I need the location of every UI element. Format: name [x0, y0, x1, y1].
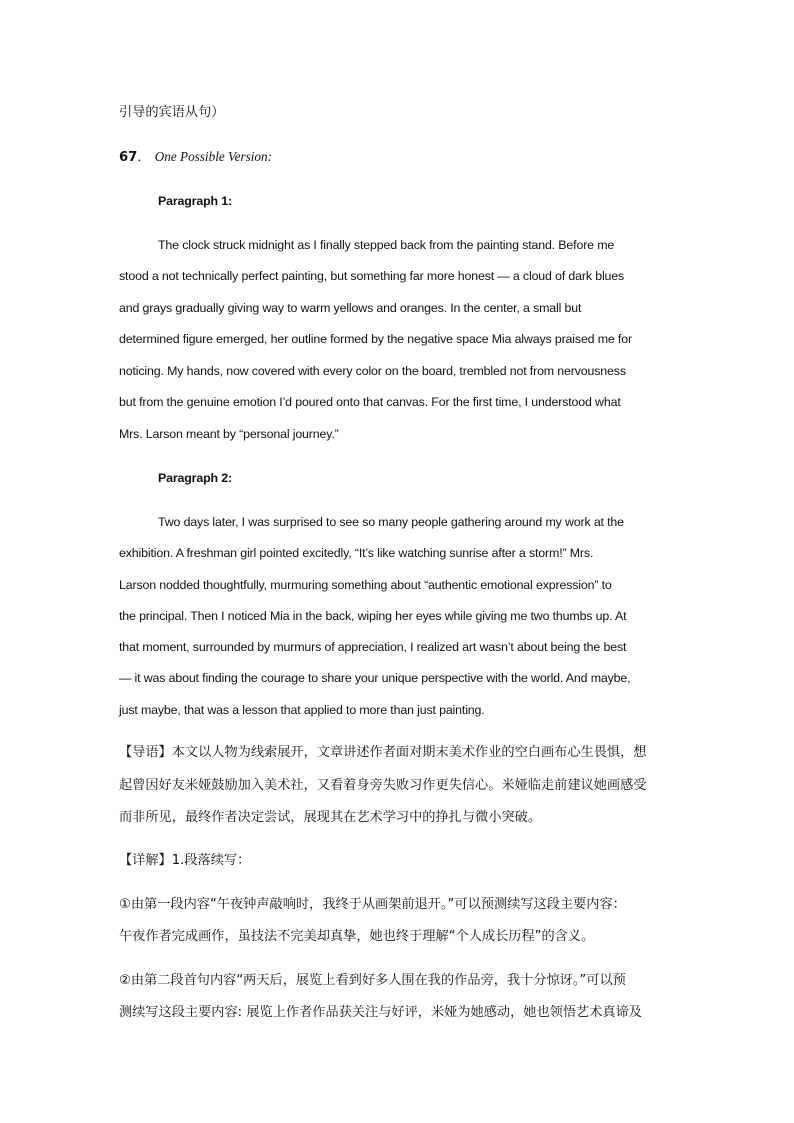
- continuation-line: 引导的宾语从句）: [119, 105, 225, 120]
- paragraph1-line: determined figure emerged, her outline formed by the negative space Mia always praised me for: [119, 332, 632, 346]
- detail-point2-line: ②由第二段首句内容“两天后，展览上看到好多人围在我的作品旁，我十分惊讶。”可以预: [119, 973, 626, 988]
- question-separator: ．: [137, 150, 151, 165]
- question-number: 67: [119, 150, 138, 165]
- detail-point2-line: 测续写这段主要内容: 展览上作者作品获关注与好评，米娅为她感动，她也领悟艺术真谛及: [119, 1005, 642, 1020]
- paragraph2-line: Larson nodded thoughtfully, murmuring something about “authentic emotional expression” to: [119, 578, 612, 592]
- paragraph1-line: but from the genuine emotion I’d poured onto that canvas. For the first time, I understood what: [119, 395, 621, 409]
- paragraph2-line: the principal. Then I noticed Mia in the back, wiping her eyes while giving me two thumbs up. At: [119, 609, 627, 623]
- guide-line: 起曾因好友米娅鼓励加入美术社，又看着身旁失败习作更失信心。米娅临走前建议她画感受: [119, 778, 647, 793]
- paragraph1-line: and grays gradually giving way to warm yellows and oranges. In the center, a small but: [119, 301, 582, 315]
- question-header: [119, 147, 272, 168]
- paragraph2-line: just maybe, that was a lesson that applied to more than just painting.: [119, 703, 485, 717]
- guide-line: 而非所见，最终作者决定尝试，展现其在艺术学习中的挣扎与微小突破。: [119, 810, 541, 825]
- paragraph2-line: exhibition. A freshman girl pointed excitedly, “It’s like watching sunrise after a storm!” Mrs.: [119, 546, 594, 560]
- paragraph1-line: noticing. My hands, now covered with every color on the board, trembled not from nervousness: [119, 364, 626, 378]
- paragraph2-heading: Paragraph 2:: [158, 471, 232, 485]
- detail-point1-line: 午夜作者完成画作，虽技法不完美却真挚，她也终于理解“个人成长历程”的含义。: [119, 929, 595, 944]
- paragraph1-line: The clock struck midnight as I finally stepped back from the painting stand. Before me: [158, 238, 615, 252]
- paragraph1-heading: Paragraph 1:: [158, 194, 232, 208]
- paragraph2-line: — it was about finding the courage to share your unique perspective with the world. And maybe,: [119, 671, 631, 685]
- paragraph1-line: Mrs. Larson meant by “personal journey.”: [119, 427, 339, 441]
- guide-line: 【导语】本文以人物为线索展开，文章讲述作者面对期末美术作业的空白画布心生畏惧，想: [119, 745, 647, 760]
- detail-heading: 【详解】1.段落续写：: [119, 853, 251, 868]
- version-label: One Possible Version:: [154, 149, 272, 164]
- paragraph1-line: stood a not technically perfect painting, but something far more honest — a cloud of dark blues: [119, 269, 625, 283]
- paragraph2-line: Two days later, I was surprised to see so many people gathering around my work at the: [158, 515, 624, 529]
- paragraph2-line: that moment, surrounded by murmurs of appreciation, I realized art wasn’t about being the best: [119, 640, 627, 654]
- detail-point1-line: ①由第一段内容“午夜钟声敲响时，我终于从画架前退开。”可以预测续写这段主要内容：: [119, 897, 626, 912]
